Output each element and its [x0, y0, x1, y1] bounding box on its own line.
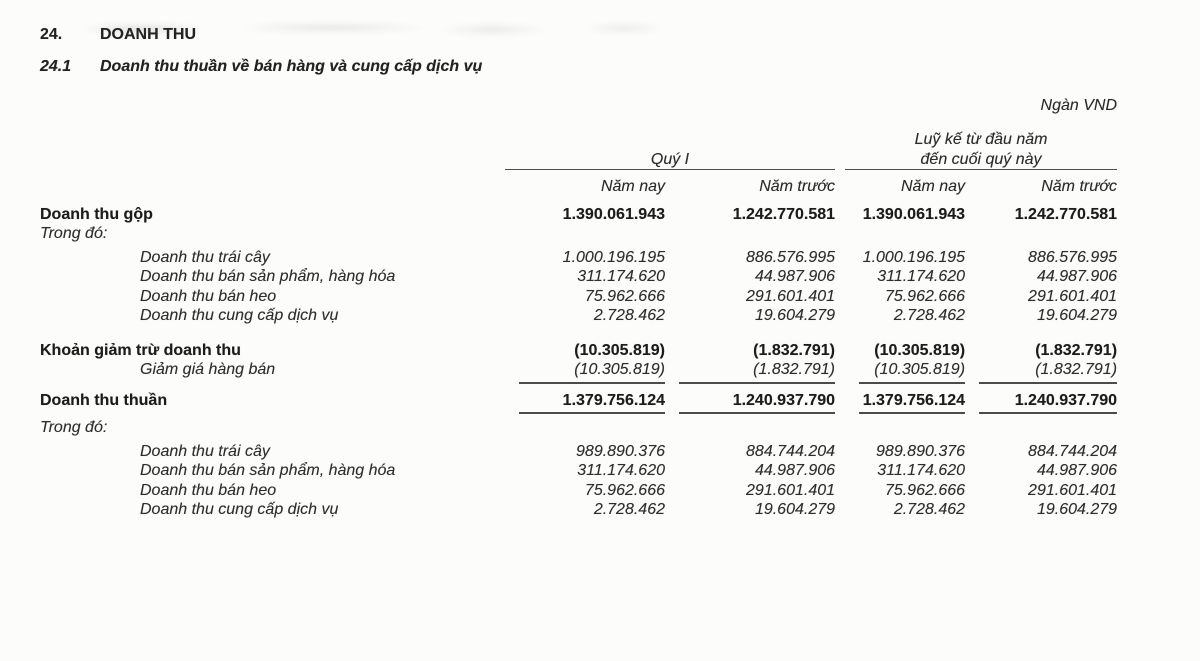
- cell-value: (10.305.819): [874, 341, 966, 359]
- column-group-cumulative: [845, 130, 1117, 170]
- table-row-in-which: [40, 224, 1117, 244]
- cell-value: 886.576.995: [746, 248, 836, 266]
- cell-value: (1.832.791): [965, 360, 1117, 384]
- cell-value: 1.379.756.124: [845, 384, 965, 415]
- row-label: Trong đó:: [40, 419, 108, 436]
- table-row-fruit-revenue-net: [40, 438, 1117, 462]
- cell-value: 75.962.666: [884, 287, 966, 305]
- cell-value: (1.832.791): [1035, 341, 1118, 359]
- cell-value: 311.174.620: [877, 462, 966, 479]
- table-row-in-which: [40, 414, 1117, 438]
- row-label: Doanh thu thuần: [40, 391, 168, 409]
- cell-value: 1.390.061.943: [562, 205, 665, 223]
- table-row-pig-revenue: [40, 287, 1117, 307]
- cell-value: 19.604.279: [754, 307, 836, 324]
- row-label: Doanh thu bán sản phẩm, hàng hóa: [140, 462, 396, 479]
- column-header-row: [40, 170, 1117, 203]
- table-row-pig-revenue-net: [40, 481, 1117, 501]
- cell-value: 1.000.196.195: [562, 248, 665, 266]
- cell-value: (1.832.791): [753, 341, 836, 359]
- row-label: Doanh thu cung cấp dịch vụ: [140, 501, 339, 518]
- revenue-table: [40, 130, 1117, 520]
- cell-value: 1.240.937.790: [665, 384, 835, 415]
- cell-value: (1.832.791): [665, 360, 835, 384]
- row-label: Khoản giảm trừ doanh thu: [40, 341, 241, 359]
- table-row-net-revenue: [40, 384, 1117, 415]
- cell-value: 291.601.401: [1028, 287, 1118, 305]
- subsection-number: 24.1: [40, 58, 72, 75]
- cell-value: 19.604.279: [1036, 307, 1118, 324]
- column-gap: [835, 170, 845, 203]
- table-row-gross-revenue: [40, 203, 1117, 225]
- row-label: Doanh thu bán sản phẩm, hàng hóa: [140, 268, 396, 285]
- cell-value: 44.987.906: [1036, 268, 1118, 285]
- row-label: Doanh thu cung cấp dịch vụ: [140, 307, 339, 324]
- cell-value: 2.728.462: [893, 501, 966, 518]
- scan-artifact: [55, 22, 785, 36]
- subsection-heading: [40, 58, 1200, 76]
- cell-value: 989.890.376: [576, 442, 665, 460]
- column-group-quarter: [505, 130, 835, 170]
- cell-value: 2.728.462: [893, 307, 966, 324]
- cell-value: 291.601.401: [746, 481, 836, 499]
- cell-value: 291.601.401: [746, 287, 836, 305]
- cell-value: 311.174.620: [577, 462, 665, 479]
- column-gap: [835, 130, 845, 170]
- row-label: Trong đó:: [40, 225, 108, 242]
- cell-value: 19.604.279: [1036, 501, 1118, 518]
- subsection-title: Doanh thu thuần về bán hàng và cung cấp dịch vụ: [100, 58, 483, 75]
- cell-value: 44.987.906: [754, 462, 836, 479]
- table-row-sales-allowance: [40, 360, 1117, 384]
- section-title: DOANH THU: [100, 26, 196, 43]
- table-row-service-revenue-net: [40, 500, 1117, 520]
- cell-value: 75.962.666: [584, 481, 665, 499]
- cell-value: 44.987.906: [754, 268, 836, 285]
- cell-value: 75.962.666: [584, 287, 665, 305]
- row-label: Doanh thu gộp: [40, 205, 153, 223]
- row-label: Doanh thu bán heo: [140, 481, 277, 499]
- row-label: Doanh thu trái cây: [140, 442, 270, 460]
- table-row-service-revenue: [40, 306, 1117, 326]
- column-group-quarter-label: Quý I: [650, 150, 690, 168]
- table-row-fruit-revenue: [40, 244, 1117, 268]
- cell-value: 291.601.401: [1028, 481, 1118, 499]
- cell-value: 886.576.995: [1028, 248, 1118, 266]
- unit-label: Ngàn VND: [1040, 97, 1117, 114]
- cell-value: 1.000.196.195: [862, 248, 966, 266]
- section-number: 24.: [40, 26, 63, 43]
- row-label: Giảm giá hàng bán: [140, 361, 276, 378]
- cell-value: 884.744.204: [1028, 442, 1118, 460]
- column-header-nam-nay-q: Năm nay: [600, 178, 665, 195]
- cell-value: 884.744.204: [746, 442, 836, 460]
- cell-value: 75.962.666: [884, 481, 966, 499]
- cell-value: (10.305.819): [505, 360, 665, 384]
- scanned-document-page: [0, 26, 1200, 661]
- column-group-cumulative-line2: đến cuối quý này: [920, 150, 1042, 168]
- cell-value: 1.242.770.581: [1014, 205, 1118, 223]
- row-label: Doanh thu bán heo: [140, 287, 277, 305]
- table-row-revenue-deductions: [40, 326, 1117, 361]
- cell-value: 1.390.061.943: [862, 205, 966, 223]
- table-row-goods-revenue: [40, 267, 1117, 287]
- cell-value: 1.240.937.790: [965, 384, 1117, 415]
- row-label: Doanh thu trái cây: [140, 248, 270, 266]
- cell-value: 311.174.620: [877, 268, 966, 285]
- cell-value: 989.890.376: [876, 442, 966, 460]
- column-header-nam-truoc-c: Năm trước: [1041, 178, 1118, 195]
- cell-value: 2.728.462: [593, 307, 665, 324]
- cell-value: 1.242.770.581: [732, 205, 836, 223]
- cell-value: 19.604.279: [754, 501, 836, 518]
- column-header-nam-truoc-q: Năm trước: [759, 178, 836, 195]
- cell-value: 1.379.756.124: [505, 384, 665, 415]
- cell-value: (10.305.819): [574, 341, 665, 359]
- cell-value: 311.174.620: [577, 268, 665, 285]
- column-group-cumulative-line1: Luỹ kế từ đầu năm: [914, 131, 1048, 148]
- cell-value: 2.728.462: [593, 501, 665, 518]
- column-header-nam-nay-c: Năm nay: [900, 178, 966, 195]
- column-group-row: [40, 130, 1117, 170]
- table-row-goods-revenue-net: [40, 461, 1117, 481]
- cell-value: (10.305.819): [845, 360, 965, 384]
- cell-value: 44.987.906: [1036, 462, 1118, 479]
